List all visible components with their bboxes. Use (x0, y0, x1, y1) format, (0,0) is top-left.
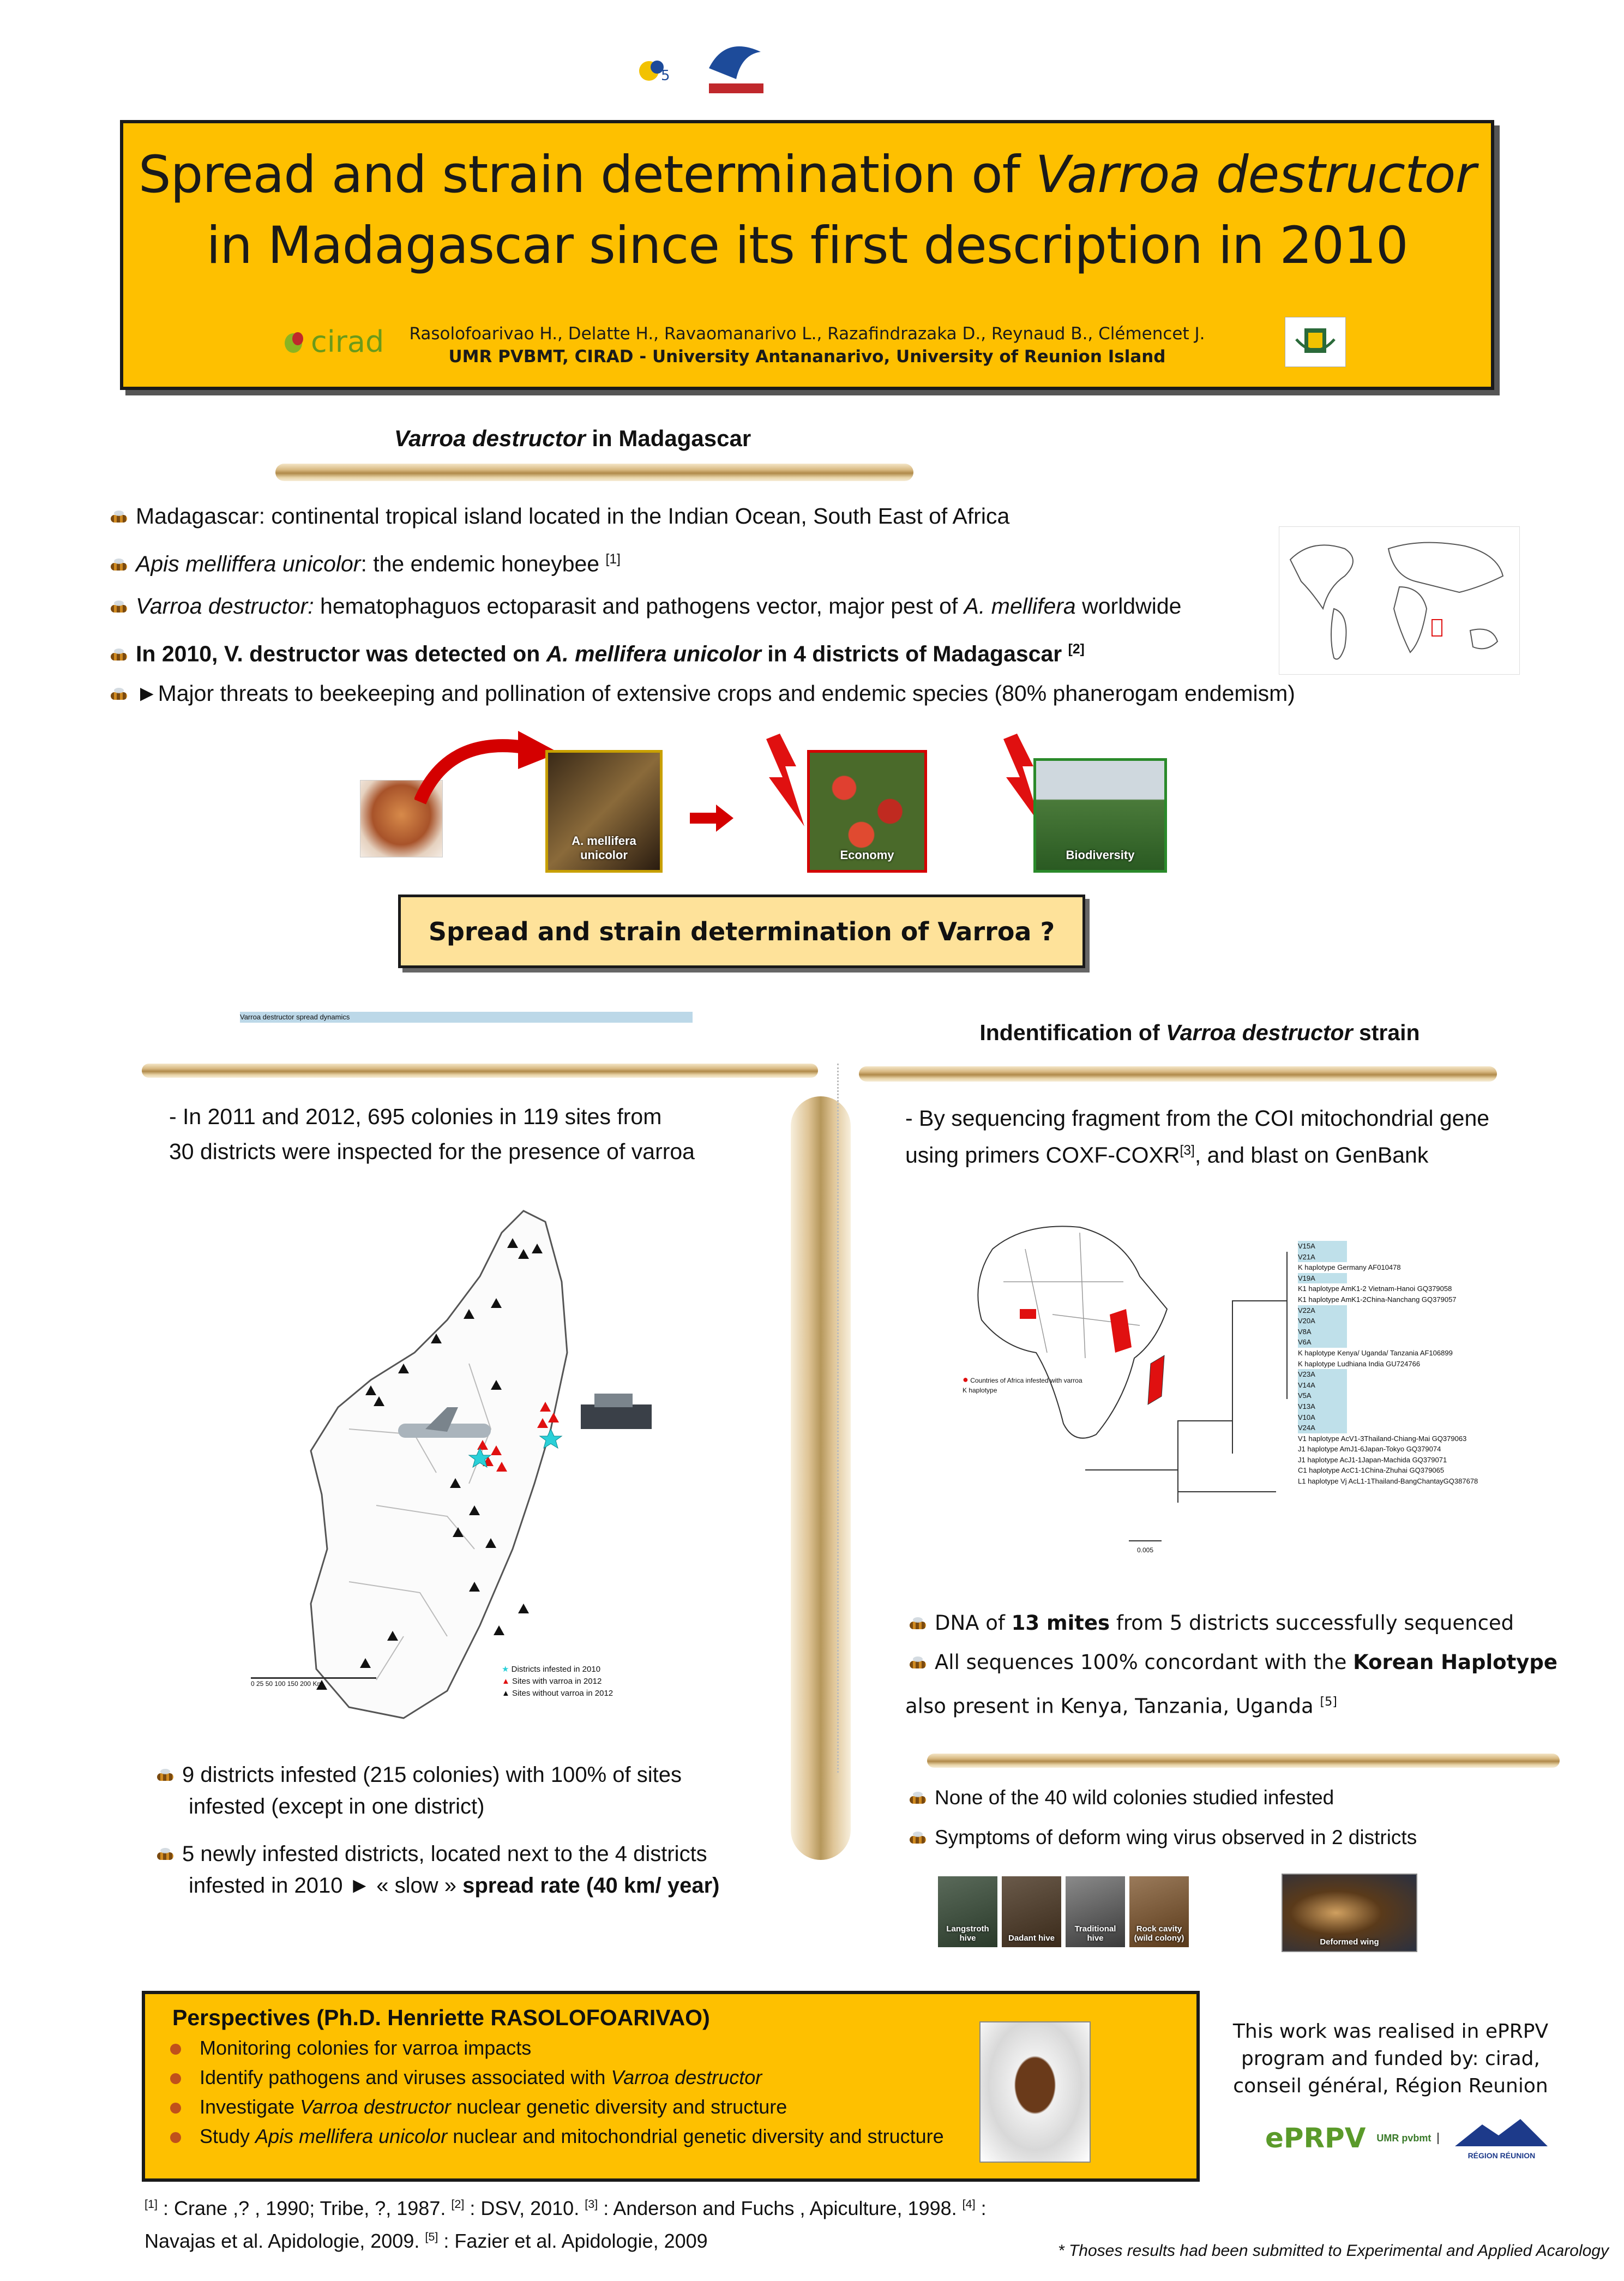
bee-photo-label: A. mellifera unicolor (572, 834, 636, 862)
deformed-wing-photo: Deformed wing (1282, 1874, 1417, 1952)
map-legend (502, 1664, 613, 1700)
spread-result-2: 5 newly infested districts, located next to the 4 districts infested in 2010 ► « slow » spread rate (40 km/ year) (153, 1838, 719, 1901)
bee-icon (106, 511, 130, 525)
divider-rope (927, 1754, 1560, 1768)
bee-photo (545, 750, 663, 873)
tree-label: V21A (1298, 1252, 1347, 1263)
tree-label: L1 haplotype Vj AcL1-1Thailand-BangChantayGQ387678 (1298, 1477, 1478, 1486)
perspectives-list (145, 2033, 944, 2151)
bee-icon (153, 1769, 177, 1783)
spread-dynamics-bar: Varroa destructor spread dynamics (240, 1012, 693, 1023)
lightning-icon (763, 734, 807, 826)
perspective-item: Study Apis mellifera unicolor nuclear and mitochondrial genetic diversity and structure (145, 2122, 944, 2151)
authors: Rasolofoarivao H., Delatte H., Ravaomanarivo L., Razafindrazaka D., Reynaud B., Clémencet J. (409, 324, 1205, 344)
tree-label: V24A (1298, 1422, 1347, 1433)
hive-photo: Rock cavity (wild colony) (1129, 1876, 1189, 1947)
references: [1] : Crane ,? , 1990; Tribe, ?, 1987. [2] : DSV, 2010. [3] : Anderson and Fuchs , Apiculture, 1998. [4] : Navajas et al. Apidologie, 2009. [5] : Fazier et al. Apidologie, 2009 (145, 2197, 987, 2252)
biodiversity-photo-label: Biodiversity (1066, 848, 1135, 862)
star-icon (170, 2044, 181, 2055)
hive-photo: Langstroth hive (938, 1876, 997, 1947)
cirad-logo: cirad (281, 324, 390, 359)
tree-label: V23A (1298, 1369, 1347, 1380)
strain-result-1: DNA of 13 mites from 5 districts successfully sequenced (905, 1609, 1514, 1637)
red-arrow-curve (414, 731, 562, 807)
svg-text:5: 5 (661, 68, 670, 84)
affiliation: UMR PVBMT, CIRAD - University Antananarivo, University of Reunion Island (448, 347, 1166, 367)
eurbee-logo (633, 52, 687, 90)
bullet-2010: In 2010, V. destructor was detected on A. mellifera unicolor in 4 districts of Madagascar [2] (106, 635, 1085, 668)
university-reunion-logo (703, 35, 766, 95)
bullet-threats: ►Major threats to beekeeping and pollination of extensive crops and endemic species (80% phanerogam endemism) (106, 679, 1295, 707)
strain-result-2: All sequences 100% concordant with the Korean Haplotype also present in Kenya, Tanzania, Uganda [5] (905, 1650, 1557, 1718)
bee-icon (106, 649, 130, 663)
tree-label: K haplotype Ludhiana India GU724766 (1298, 1359, 1421, 1368)
pvbmt-logo: UMR pvbmt (1376, 2133, 1439, 2144)
star-icon (170, 2103, 181, 2114)
title-line-2: in Madagascar since its first description in 2010 (206, 216, 1408, 275)
map-scale: 0 25 50 100 150 200 Km (251, 1677, 376, 1688)
wild-result-1: None of the 40 wild colonies studied infested (905, 1784, 1334, 1812)
tree-labels (1298, 1241, 1478, 1487)
tree-label: C1 haplotype AcC1-1China-Zhuhai GQ379065 (1298, 1466, 1445, 1475)
star-icon (170, 2073, 181, 2084)
tree-label: V10A (1298, 1412, 1347, 1423)
bullet-varroa: Varroa destructor: hematophaguos ectoparasit and pathogens vector, major pest of A. mellifera worldwide (106, 592, 1181, 620)
perspectives-heading: Perspectives (Ph.D. Henriette RASOLOFOARIVAO) (172, 2005, 710, 2030)
title-line-1: Spread and strain determination of Varroa destructor (138, 145, 1476, 205)
divider-rope (275, 464, 913, 481)
africa-legend: ● Countries of Africa infested with varroa K haplotype (963, 1374, 1082, 1394)
eprpv-logo: ePRPV (1265, 2122, 1366, 2154)
bullet-madagascar: Madagascar: continental tropical island located in the Indian Ocean, South East of Africa (106, 502, 1009, 530)
tree-label: J1 haplotype AcJ1-1Japan-Machida GQ379071 (1298, 1455, 1447, 1464)
tree-scale-label: 0.005 (1137, 1546, 1154, 1554)
bee-icon (106, 601, 130, 615)
tree-label: K haplotype Germany AF010478 (1298, 1263, 1401, 1272)
legend-item: ▲ Sites without varroa in 2012 (502, 1689, 613, 1698)
star-icon (170, 2132, 181, 2143)
bullet-apis: Apis melliffera unicolor: the endemic honeybee [1] (106, 545, 621, 578)
bee-icon (153, 1848, 177, 1862)
tree-label: K1 haplotype AmK1-2 Vietnam-Hanoi GQ379058 (1298, 1284, 1452, 1293)
tree-label: V14A (1298, 1380, 1347, 1391)
tree-label: V20A (1298, 1316, 1347, 1326)
madagascar-map (240, 1200, 676, 1729)
perspective-item: Investigate Varroa destructor nuclear genetic diversity and structure (145, 2092, 944, 2122)
biodiversity-photo (1033, 758, 1167, 873)
spread-result-1: 9 districts infested (215 colonies) with 100% of sites infested (except in one district) (153, 1759, 682, 1822)
bee-icon (106, 559, 130, 573)
question-box: Spread and strain determination of Varroa ? (398, 895, 1085, 968)
tree-label: V15A (1298, 1241, 1347, 1252)
divider-rope (859, 1066, 1497, 1082)
submission-note: * Thoses results had been submitted to Experimental and Applied Acarology (1057, 2242, 1609, 2260)
section1-heading: Varroa destructor in Madagascar (394, 425, 751, 451)
hive-photos (938, 1876, 1189, 1947)
tree-label: V6A (1298, 1337, 1347, 1348)
dotted-divider (837, 1064, 839, 1773)
perspective-item: Monitoring colonies for varroa impacts (145, 2033, 944, 2063)
bee-icon (905, 1832, 929, 1846)
bee-icon (106, 688, 130, 702)
tree-label: V1 haplotype AcV1-3Thailand-Chiang-Mai GQ379063 (1298, 1434, 1467, 1443)
vertical-rope (791, 1096, 851, 1860)
strain-heading: Indentification of Varroa destructor strain (979, 1020, 1420, 1045)
spread-intro: - In 2011 and 2012, 695 colonies in 119 sites from 30 districts were inspected for the presence of varroa (169, 1104, 695, 1164)
antananarivo-logo (1285, 317, 1346, 367)
wild-result-2: Symptoms of deform wing virus observed in 2 districts (905, 1823, 1417, 1852)
legend-item: ★ Districts infested in 2010 (502, 1665, 601, 1674)
divider-rope (142, 1064, 818, 1078)
title-box (120, 120, 1494, 390)
bee-icon (905, 1617, 929, 1631)
funding-logos (1265, 2116, 1581, 2160)
perspectives-box (142, 1991, 1200, 2182)
bee-icon (905, 1792, 929, 1806)
tree-label: V19A (1298, 1273, 1347, 1284)
boat-icon (581, 1394, 652, 1429)
region-reunion-logo: RÉGION RÉUNION (1449, 2116, 1553, 2160)
hive-photo: Dadant hive (1002, 1876, 1061, 1947)
tree-label: J1 haplotype AmJ1-6Japan-Tokyo GQ379074 (1298, 1445, 1441, 1454)
tree-label: V22A (1298, 1305, 1347, 1316)
legend-item: ▲ Sites with varroa in 2012 (502, 1677, 602, 1686)
economy-photo-label: Economy (840, 848, 894, 862)
funding-text: This work was realised in ePRPV program and funded by: cirad, conseil général, Région Reunion (1232, 2020, 1549, 2097)
researcher-photo (979, 2021, 1091, 2163)
world-map (1279, 526, 1520, 675)
strain-intro: - By sequencing fragment from the COI mitochondrial gene using primers COXF-COXR[3], and blast on GenBank (905, 1106, 1490, 1168)
hive-photo: Traditional hive (1066, 1876, 1125, 1947)
bee-icon (905, 1656, 929, 1671)
tree-label: K haplotype Kenya/ Uganda/ Tanzania AF106899 (1298, 1348, 1453, 1357)
tree-label: V8A (1298, 1326, 1347, 1337)
tree-label: K1 haplotype AmK1-2China-Nanchang GQ379057 (1298, 1295, 1457, 1304)
tree-label: V5A (1298, 1390, 1347, 1401)
red-arrow-right (690, 805, 733, 832)
economy-photo (807, 750, 927, 873)
perspective-item: Identify pathogens and viruses associated with Varroa destructor (145, 2063, 944, 2092)
tree-label: V13A (1298, 1401, 1347, 1412)
